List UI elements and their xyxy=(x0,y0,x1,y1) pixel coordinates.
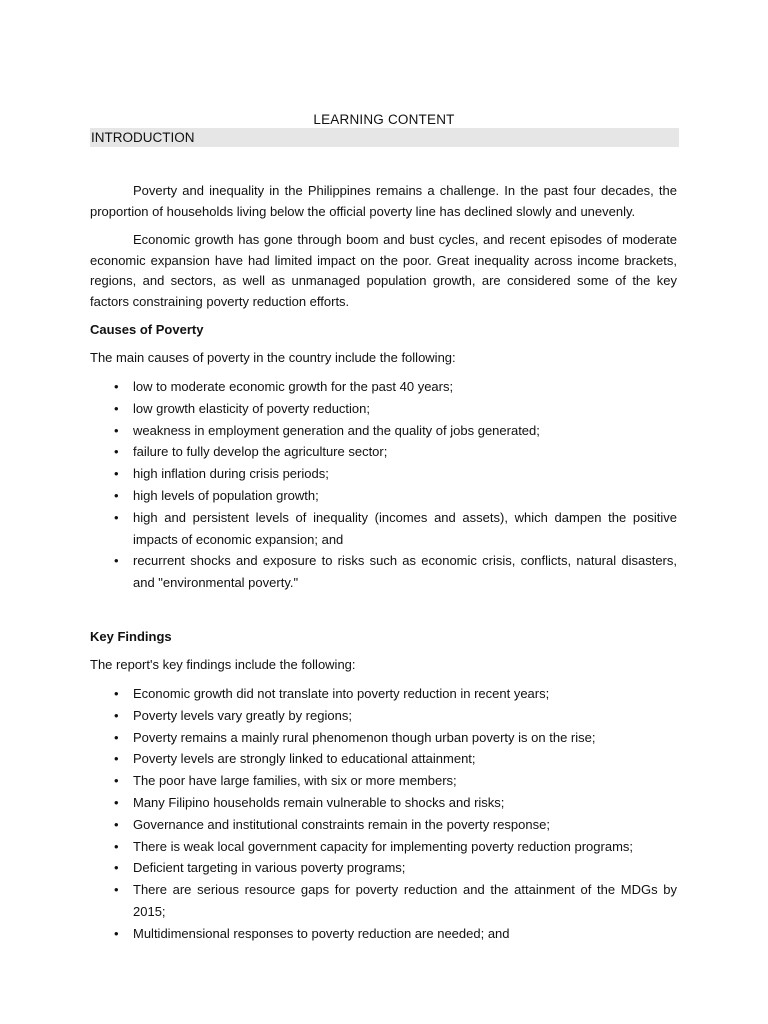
list-item: • recurrent shocks and exposure to risks such as economic crisis, conflicts, natural disasters, and "environmental poverty." xyxy=(90,550,677,594)
bullet-icon: • xyxy=(114,379,119,394)
bullet-icon: • xyxy=(114,400,119,416)
bullet-icon: • xyxy=(114,882,119,898)
intro-paragraph-1: Poverty and inequality in the Philippines remains a challenge. In the past four decades, the proportion of households living below the official poverty line has declined slowly and unevenly. xyxy=(90,183,677,219)
bullet-icon: • xyxy=(114,509,119,525)
list-item: • failure to fully develop the agriculture sector; xyxy=(90,441,677,463)
findings-heading: Key Findings xyxy=(90,629,172,644)
list-item: • Poverty levels are strongly linked to educational attainment; xyxy=(90,748,677,770)
bullet-icon: • xyxy=(114,794,119,810)
causes-heading: Causes of Poverty xyxy=(90,322,204,337)
list-item: • high inflation during crisis periods; xyxy=(90,463,677,485)
list-item: • weakness in employment generation and the quality of jobs generated; xyxy=(90,420,677,442)
list-item: • Poverty levels vary greatly by regions; xyxy=(90,705,677,727)
bullet-icon: • xyxy=(114,751,119,767)
document-title: LEARNING CONTENT xyxy=(313,112,455,127)
list-item: • low to moderate economic growth for the past 40 years; xyxy=(90,376,677,398)
list-item: • Poverty remains a mainly rural phenomenon though urban poverty is on the rise; xyxy=(90,727,677,749)
list-item: • Multidimensional responses to poverty reduction are needed; and xyxy=(90,923,677,945)
bullet-icon: • xyxy=(114,487,119,503)
causes-lead: The main causes of poverty in the country include the following: xyxy=(90,350,456,365)
findings-lead: The report's key findings include the following: xyxy=(90,657,356,672)
bullet-icon: • xyxy=(114,925,119,941)
intro-paragraph-2: Economic growth has gone through boom and bust cycles, and recent episodes of moderate economic expansion have had limited impact on the poor. Great inequality across income brackets, regions, and sectors, as well as unmanaged population growth, are considered some of the key factors constraining poverty reduction efforts. xyxy=(90,232,677,309)
list-item: • There are serious resource gaps for poverty reduction and the attainment of the MDGs by 2015; xyxy=(90,879,677,923)
causes-list xyxy=(90,376,677,594)
bullet-icon: • xyxy=(114,707,119,723)
list-item: • high levels of population growth; xyxy=(90,485,677,507)
bullet-icon: • xyxy=(114,729,119,745)
bullet-icon: • xyxy=(114,860,119,876)
list-item: • Economic growth did not translate into poverty reduction in recent years; xyxy=(90,683,677,705)
bullet-icon: • xyxy=(114,773,119,789)
list-item: • Governance and institutional constraints remain in the poverty response; xyxy=(90,814,677,836)
section-heading-introduction: INTRODUCTION xyxy=(90,128,679,147)
list-item: • The poor have large families, with six or more members; xyxy=(90,770,677,792)
list-item: • low growth elasticity of poverty reduction; xyxy=(90,398,677,420)
bullet-icon: • xyxy=(114,816,119,832)
bullet-icon: • xyxy=(114,686,119,701)
list-item: • Deficient targeting in various poverty programs; xyxy=(90,857,677,879)
bullet-icon: • xyxy=(114,444,119,460)
list-item: • Many Filipino households remain vulnerable to shocks and risks; xyxy=(90,792,677,814)
bullet-icon: • xyxy=(114,553,119,569)
list-item: • high and persistent levels of inequality (incomes and assets), which dampen the positive impacts of economic expansion; and xyxy=(90,507,677,551)
bullet-icon: • xyxy=(114,466,119,482)
bullet-icon: • xyxy=(114,838,119,854)
list-item: • There is weak local government capacity for implementing poverty reduction programs; xyxy=(90,836,677,858)
bullet-icon: • xyxy=(114,422,119,438)
findings-list xyxy=(90,683,677,945)
